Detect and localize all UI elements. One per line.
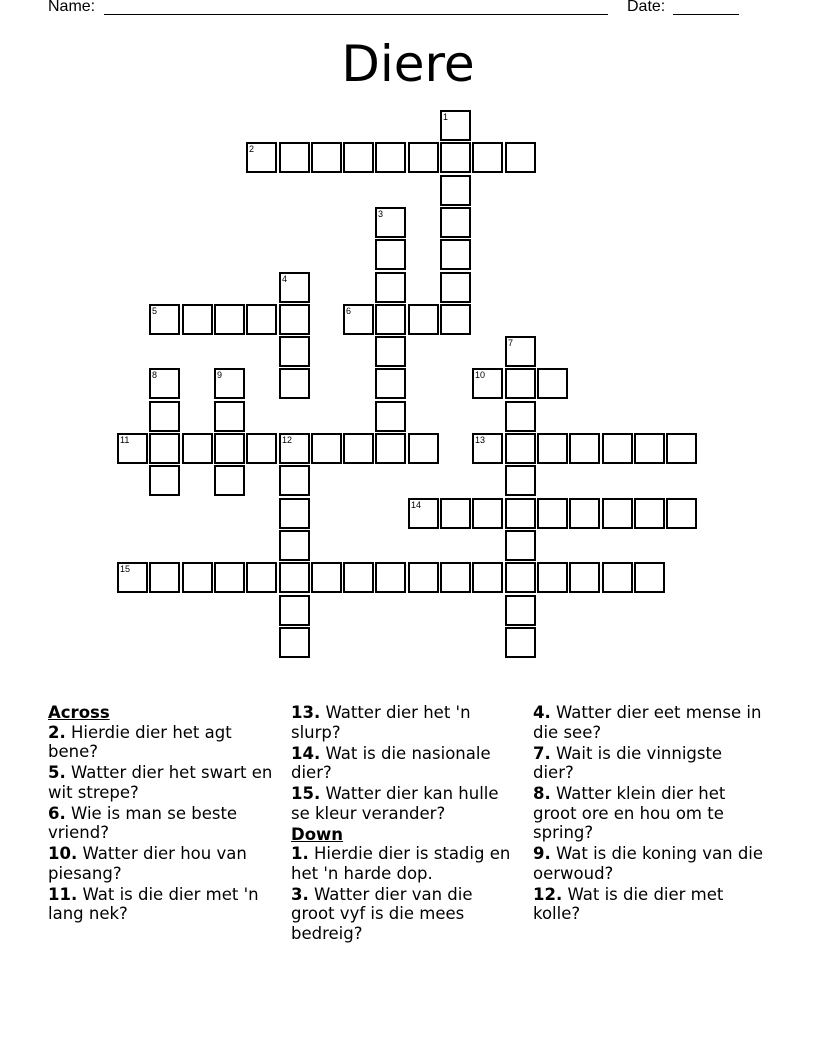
clue-number: 1	[443, 112, 449, 122]
clue-down-1: 1. Hierdie dier is stadig en het 'n harde dop.	[291, 844, 511, 883]
grid-cell[interactable]	[279, 627, 310, 658]
grid-cell[interactable]	[343, 142, 374, 173]
grid-cell[interactable]	[149, 433, 180, 464]
grid-cell[interactable]	[408, 498, 439, 529]
grid-cell[interactable]	[214, 465, 245, 496]
grid-cell[interactable]	[569, 562, 600, 593]
grid-cell[interactable]	[505, 562, 536, 593]
grid-cell[interactable]	[375, 368, 406, 399]
grid-cell[interactable]	[311, 433, 342, 464]
grid-cell[interactable]	[602, 562, 633, 593]
name-label: Name:	[48, 0, 96, 15]
grid-cell[interactable]	[472, 368, 503, 399]
grid-cell[interactable]	[666, 433, 697, 464]
clue-across-5: 5. Watter dier het swart en wit strepe?	[48, 763, 273, 802]
grid-cell[interactable]	[375, 401, 406, 432]
clue-down-12: 12. Wat is die dier met kolle?	[533, 884, 724, 923]
grid-cell[interactable]	[214, 562, 245, 593]
grid-cell[interactable]	[149, 562, 180, 593]
grid-cell[interactable]	[279, 530, 310, 561]
grid-cell[interactable]	[279, 336, 310, 367]
down-heading: Down	[291, 824, 344, 844]
clues-column-3	[533, 703, 765, 925]
grid-cell[interactable]	[246, 304, 277, 335]
clues-column-2	[291, 703, 516, 945]
grid-cell[interactable]	[343, 433, 374, 464]
grid-cell[interactable]	[440, 175, 471, 206]
grid-cell[interactable]	[279, 142, 310, 173]
clue-down-9: 9. Wat is die koning van die oerwoud?	[533, 844, 764, 883]
grid-cell[interactable]	[279, 562, 310, 593]
grid-cell[interactable]	[375, 207, 406, 238]
clue-number: 6	[346, 306, 352, 316]
grid-cell[interactable]	[634, 498, 665, 529]
grid-cell[interactable]	[375, 336, 406, 367]
clue-down-3: 3. Watter dier van die groot vyf is die mees bedreig?	[291, 884, 473, 943]
grid-cell[interactable]	[279, 465, 310, 496]
grid-cell[interactable]	[149, 465, 180, 496]
grid-cell[interactable]	[440, 562, 471, 593]
clue-number: 3	[378, 209, 384, 219]
grid-cell[interactable]	[505, 368, 536, 399]
clue-across-6: 6. Wie is man se beste vriend?	[48, 803, 238, 842]
grid-cell[interactable]	[472, 433, 503, 464]
grid-cell[interactable]	[375, 239, 406, 270]
clue-across-13: 13. Watter dier het 'n slurp?	[291, 703, 471, 742]
grid-cell[interactable]	[505, 142, 536, 173]
grid-cell[interactable]	[666, 498, 697, 529]
grid-cell[interactable]	[375, 304, 406, 335]
clue-number: 10	[475, 370, 486, 380]
grid-cell[interactable]	[149, 401, 180, 432]
grid-cell[interactable]	[440, 272, 471, 303]
grid-cell[interactable]	[246, 142, 277, 173]
grid-cell[interactable]	[117, 433, 148, 464]
grid-cell[interactable]	[149, 304, 180, 335]
date-label: Date:	[627, 0, 666, 15]
grid-cell[interactable]	[569, 433, 600, 464]
grid-cell[interactable]	[505, 401, 536, 432]
clue-number: 14	[411, 500, 422, 510]
clue-down-4: 4. Watter dier eet mense in die see?	[533, 703, 762, 742]
grid-cell[interactable]	[408, 304, 439, 335]
clues-column-1	[48, 703, 278, 925]
clue-number: 13	[475, 435, 486, 445]
clue-across-2: 2. Hierdie dier het agt bene?	[48, 722, 232, 761]
grid-cell[interactable]	[279, 595, 310, 626]
clue-number: 11	[120, 435, 130, 445]
grid-cell[interactable]	[375, 562, 406, 593]
grid-cell[interactable]	[472, 498, 503, 529]
page-title: Diere	[341, 35, 475, 93]
grid-cell[interactable]	[375, 433, 406, 464]
grid-cell[interactable]	[634, 562, 665, 593]
grid-cell[interactable]	[505, 433, 536, 464]
grid-cell[interactable]	[440, 239, 471, 270]
grid-cell[interactable]	[279, 368, 310, 399]
grid-cell[interactable]	[537, 368, 568, 399]
grid-cell[interactable]	[537, 498, 568, 529]
clue-number: 12	[282, 435, 293, 445]
grid-cell[interactable]	[440, 498, 471, 529]
clue-across-15: 15. Watter dier kan hulle se kleur verander?	[291, 784, 499, 823]
grid-cell[interactable]	[214, 368, 245, 399]
grid-cell[interactable]	[279, 433, 310, 464]
grid-cell[interactable]	[505, 530, 536, 561]
grid-cell[interactable]	[408, 433, 439, 464]
grid-cell[interactable]	[343, 304, 374, 335]
grid-cell[interactable]	[375, 142, 406, 173]
grid-cell[interactable]	[440, 110, 471, 141]
grid-cell[interactable]	[279, 272, 310, 303]
grid-cell[interactable]	[505, 336, 536, 367]
grid-cell[interactable]	[602, 433, 633, 464]
grid-cell[interactable]	[537, 433, 568, 464]
clue-down-7: 7. Wait is die vinnigste dier?	[533, 743, 723, 782]
grid-cell[interactable]	[569, 498, 600, 529]
grid-cell[interactable]	[472, 142, 503, 173]
grid-cell[interactable]	[440, 304, 471, 335]
grid-cell[interactable]	[505, 498, 536, 529]
grid-cell[interactable]	[182, 433, 213, 464]
clue-number: 4	[282, 274, 288, 284]
grid-cell[interactable]	[602, 498, 633, 529]
grid-cell[interactable]	[505, 465, 536, 496]
grid-cell[interactable]	[408, 142, 439, 173]
grid-cell[interactable]	[149, 368, 180, 399]
grid-cell[interactable]	[311, 562, 342, 593]
clue-number: 9	[217, 370, 223, 380]
grid-cell[interactable]	[440, 207, 471, 238]
clue-number: 5	[152, 306, 158, 316]
clue-number: 7	[508, 338, 514, 348]
clue-across-14: 14. Wat is die nasionale dier?	[291, 743, 491, 782]
clue-across-11: 11. Wat is die dier met 'n lang nek?	[48, 884, 259, 923]
clue-down-8: 8. Watter klein dier het groot ore en hou om te spring?	[533, 784, 726, 842]
clue-number: 8	[152, 370, 158, 380]
grid-cell[interactable]	[505, 595, 536, 626]
grid-cell[interactable]	[117, 562, 148, 593]
across-heading: Across	[48, 703, 110, 722]
clue-number: 15	[120, 564, 131, 574]
grid-cell[interactable]	[182, 304, 213, 335]
grid-cell[interactable]	[279, 498, 310, 529]
grid-cell[interactable]	[375, 272, 406, 303]
grid-cell[interactable]	[634, 433, 665, 464]
grid-cell[interactable]	[537, 562, 568, 593]
grid-cell[interactable]	[246, 562, 277, 593]
grid-cell[interactable]	[214, 401, 245, 432]
grid-cell[interactable]	[214, 433, 245, 464]
clue-across-10: 10. Watter dier hou van piesang?	[48, 844, 247, 883]
grid-cell[interactable]	[246, 433, 277, 464]
grid-cell[interactable]	[472, 562, 503, 593]
grid-cell[interactable]	[279, 304, 310, 335]
grid-cell[interactable]	[214, 304, 245, 335]
grid-cell[interactable]	[440, 142, 471, 173]
grid-cell[interactable]	[311, 142, 342, 173]
grid-cell[interactable]	[343, 562, 374, 593]
clue-number: 2	[249, 144, 255, 154]
grid-cell[interactable]	[408, 562, 439, 593]
grid-cell[interactable]	[505, 627, 536, 658]
grid-cell[interactable]	[182, 562, 213, 593]
